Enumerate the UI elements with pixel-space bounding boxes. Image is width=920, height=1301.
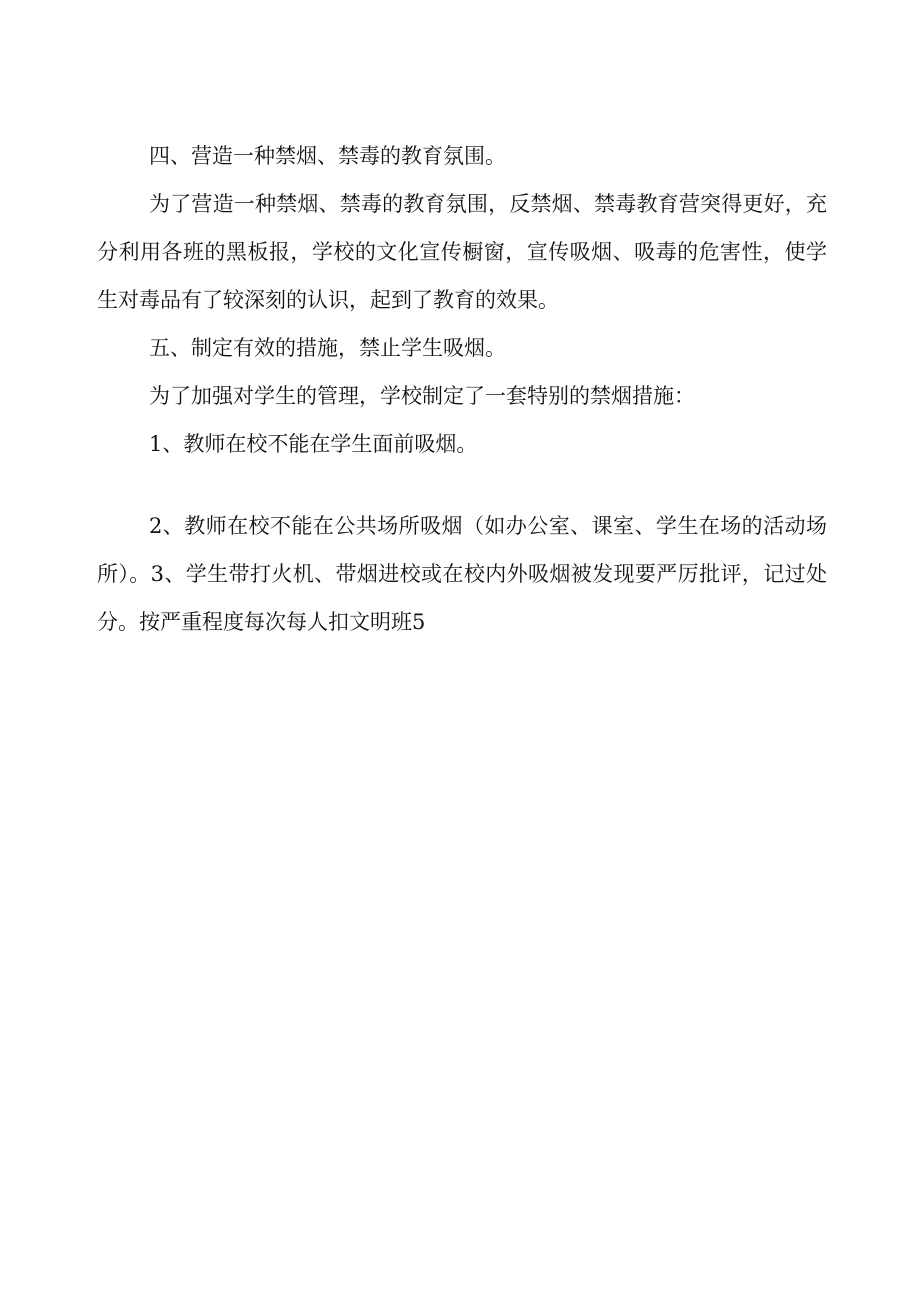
section-heading-five: 五、制定有效的措施，禁止学生吸烟。: [149, 336, 506, 360]
paragraph-measures-intro: 为了加强对学生的管理，学校制定了一套特别的禁烟措施：: [149, 384, 695, 408]
document-body: [97, 132, 827, 646]
list-item-measure-2-3: 2、教师在校不能在公共场所吸烟（如办公室、课室、学生在场的活动场所）。3、学生带打火机、带烟进校或在校内外吸烟被发现要严厉批评，记过处分。按严重程度每次每人扣文明班5: [97, 514, 827, 634]
paragraph-anti-smoking-atmosphere: 为了营造一种禁烟、禁毒的教育氛围，反禁烟、禁毒教育营突得更好，充分利用各班的黑板报，学校的文化宣传橱窗，宣传吸烟、吸毒的危害性，使学生对毒品有了较深刻的认识，起到了教育的效果。: [97, 192, 827, 312]
list-item-measure-1: 1、教师在校不能在学生面前吸烟。: [149, 432, 478, 456]
section-heading-four: 四、营造一种禁烟、禁毒的教育氛围。: [149, 144, 506, 168]
